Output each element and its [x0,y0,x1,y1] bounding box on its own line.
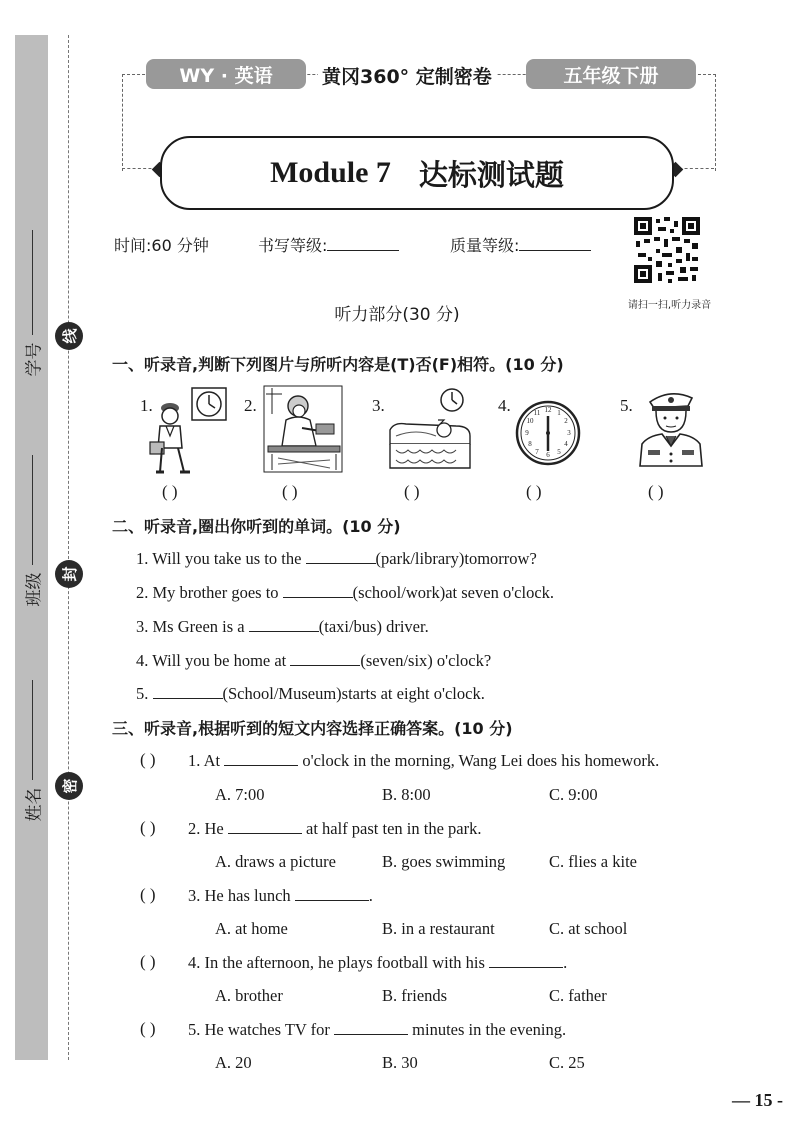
quality-grade-blank[interactable] [519,250,591,251]
s2-question-1: 1. Will you take us to the (park/library)tomorrow? [136,549,537,568]
quality-grade-label: 质量等级: [450,236,520,255]
s3-blank-5[interactable] [334,1034,408,1035]
section1-heading: 一、听录音,判断下列图片与所听内容是(T)否(F)相符。(10 分) [112,355,564,374]
item5-answer-paren[interactable]: ( ) [648,482,664,501]
s2-blank-1[interactable] [306,563,376,564]
qr-code-icon[interactable] [634,217,700,283]
item4-answer-paren[interactable]: ( ) [526,482,542,501]
subject-tag: WY · 英语 [146,59,306,89]
svg-text:5: 5 [557,448,561,456]
s2-question-2: 2. My brother goes to (school/work)at seven o'clock. [136,583,555,602]
s3-question-5: 5. He watches TV for minutes in the evening. [188,1020,567,1039]
s3-q1-option-b[interactable]: B. 8:00 [382,785,431,804]
s3-blank-4[interactable] [489,967,563,968]
man-with-briefcase-and-clock-icon [148,386,228,476]
s3-answer-paren-4[interactable]: ( ) [140,952,156,971]
item2-answer-paren[interactable]: ( ) [282,482,298,501]
name-field[interactable] [16,680,48,822]
item1-answer-paren[interactable]: ( ) [162,482,178,501]
s3-q1-option-a[interactable]: A. 7:00 [215,785,265,804]
s3-q3-option-c[interactable]: C. at school [549,919,628,938]
s3-answer-paren-3[interactable]: ( ) [140,885,156,904]
s3-q2-option-b[interactable]: B. goes swimming [382,852,506,871]
woman-cooking-icon [262,384,346,476]
s2-question-4: 4. Will you be home at (seven/six) o'clock? [136,651,492,670]
svg-text:12: 12 [544,406,552,414]
s3-question-3: 3. He has lunch . [188,886,373,905]
svg-text:7: 7 [535,448,539,456]
s3-answer-paren-1[interactable]: ( ) [140,750,156,769]
class-label: 班级 [24,572,45,607]
s3-q5-option-a[interactable]: A. 20 [215,1053,252,1072]
student-id-label: 学号 [24,342,45,377]
grade-tag: 五年级下册 [526,59,696,89]
exam-time: 时间:60 分钟 [114,236,209,255]
s3-question-1: 1. At o'clock in the morning, Wang Lei does his homework. [188,751,660,770]
s3-q5-option-c[interactable]: C. 25 [549,1053,585,1072]
item3-number: 3. [372,396,385,415]
s3-q2-option-c[interactable]: C. flies a kite [549,852,637,871]
title-test: 达标测试题 [418,157,564,192]
s2-blank-3[interactable] [249,631,319,632]
writing-grade-label: 书写等级: [258,236,328,255]
s3-q4-option-c[interactable]: C. father [549,986,607,1005]
brand-text: 黄冈360° 定制密卷 [318,62,496,89]
s3-blank-1[interactable] [224,765,298,766]
item3-answer-paren[interactable]: ( ) [404,482,420,501]
s3-question-4: 4. In the afternoon, he plays football with his . [188,953,568,972]
section2-heading: 二、听录音,圈出你听到的单词。(10 分) [112,517,401,536]
item2-number: 2. [244,396,257,415]
item4-number: 4. [498,396,511,415]
seal-feng: 封 [55,560,83,588]
svg-text:10: 10 [526,417,534,425]
policeman-icon [636,386,706,468]
s3-q1-option-c[interactable]: C. 9:00 [549,785,598,804]
s2-blank-2[interactable] [283,597,353,598]
s3-q5-option-b[interactable]: B. 30 [382,1053,418,1072]
s3-q3-option-b[interactable]: B. in a restaurant [382,919,495,938]
section3-heading: 三、听录音,根据听到的短文内容选择正确答案。(10 分) [112,719,513,738]
s3-q4-option-a[interactable]: A. brother [215,986,283,1005]
s3-answer-paren-2[interactable]: ( ) [140,818,156,837]
s2-blank-5[interactable] [153,698,223,699]
class-field[interactable] [16,455,48,607]
cut-line [68,35,69,1060]
svg-text:8: 8 [528,440,532,448]
s2-question-3: 3. Ms Green is a (taxi/bus) driver. [136,617,429,636]
qr-caption: 请扫一扫,听力录音 [627,300,712,311]
s3-q2-option-a[interactable]: A. draws a picture [215,852,336,871]
svg-text:9: 9 [525,429,529,437]
listening-part-title: 听力部分(30 分) [334,305,460,325]
seal-xian: 线 [55,322,83,350]
seal-mi: 密 [55,772,83,800]
writing-grade-blank[interactable] [327,250,399,251]
s2-question-5: 5. (School/Museum)starts at eight o'clock. [136,684,485,703]
title-box [160,136,674,210]
child-sleeping-icon [386,386,476,476]
quality-grade[interactable] [450,233,591,256]
s3-answer-paren-5[interactable]: ( ) [140,1019,156,1038]
s3-q4-option-b[interactable]: B. friends [382,986,448,1005]
svg-text:3: 3 [567,429,571,437]
page-number: — 15 - [732,1090,783,1110]
s3-blank-3[interactable] [295,900,369,901]
svg-text:11: 11 [533,409,541,417]
s3-question-2: 2. He at half past ten in the park. [188,819,482,838]
writing-grade[interactable] [258,233,399,256]
wall-clock-icon [514,396,582,470]
title-module: Module 7 [270,156,391,189]
s3-q3-option-a[interactable]: A. at home [215,919,288,938]
svg-text:4: 4 [564,440,568,448]
name-label: 姓名 [24,787,45,822]
item1-number: 1. [140,396,153,415]
item5-number: 5. [620,396,633,415]
svg-text:6: 6 [546,451,550,459]
s2-blank-4[interactable] [290,665,360,666]
svg-text:1: 1 [557,409,561,417]
svg-text:2: 2 [564,417,568,425]
s3-blank-2[interactable] [228,833,302,834]
